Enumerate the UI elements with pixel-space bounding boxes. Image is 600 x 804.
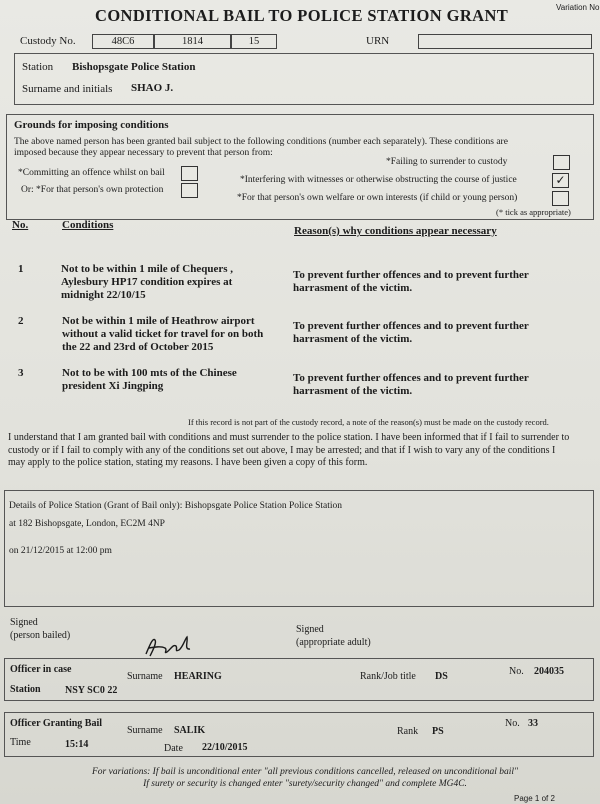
condition-2-no: 2 — [18, 315, 24, 327]
declaration-line-3: may apply to the police station, stating my reasons. I have been given a copy of this form. — [8, 457, 368, 468]
handwritten-signature — [143, 634, 195, 660]
signed-2-text: Signed — [296, 624, 324, 635]
custody-no-label: Custody No. — [20, 35, 76, 47]
form-title: CONDITIONAL BAIL TO POLICE STATION GRANT — [95, 6, 509, 25]
page-number: Page 1 of 2 — [514, 794, 555, 803]
tick-note: (* tick as appropriate) — [496, 207, 571, 217]
opt-interfere-label: *Interfering with witnesses or otherwise obstructing the course of justice — [240, 175, 517, 185]
station-value: Bishopsgate Police Station — [72, 61, 196, 73]
condition-2-reason — [293, 320, 529, 346]
declaration-line-1: I understand that I am granted bail with conditions and must surrender to the police station. I have been informed that if I fail to surrender to — [8, 432, 570, 443]
officer-grant-surname-label: Surname — [127, 725, 163, 736]
officer-grant-time-value: 15:14 — [65, 739, 89, 750]
condition-2-reason-line-2: harrasment of the victim. — [293, 333, 413, 345]
footer-line-2: If surety or security is changed enter "surety/security changed" and complete MG4C. — [143, 779, 467, 789]
officer-case-station-value: NSY SC0 22 — [65, 685, 118, 696]
officer-grant-no-value: 33 — [528, 718, 538, 729]
grounds-title: Grounds for imposing conditions — [14, 119, 169, 131]
condition-1-reason — [293, 269, 529, 295]
officer-case-surname-label: Surname — [127, 671, 163, 682]
condition-2-line-3: the 22 and 23rd of October 2015 — [62, 341, 214, 353]
condition-1-reason-line-1: To prevent further offences and to prevent further — [293, 269, 529, 281]
surname-label: Surname and initials — [22, 83, 113, 95]
opt-welfare-label: *For that person's own welfare or own interests (if child or young person) — [237, 193, 518, 203]
signed-1-sub: (person bailed) — [10, 629, 71, 641]
custody-record-note: If this record is not part of the custody record, a note of the reason(s) must be made on the custody record. — [188, 417, 549, 427]
condition-1-reason-line-2: harrasment of the victim. — [293, 282, 413, 294]
officer-case-rank-value: DS — [435, 671, 448, 682]
offence-checkbox[interactable] — [181, 166, 198, 181]
interfere-checkbox[interactable]: ✓ — [552, 173, 569, 188]
condition-1-no: 1 — [18, 263, 24, 275]
custody-no-part-3: 15 — [231, 34, 277, 49]
declaration-text — [8, 432, 596, 470]
surname-value: SHAO J. — [131, 82, 174, 94]
officer-case-surname-value: HEARING — [174, 671, 222, 682]
officer-grant-time-label: Time — [10, 737, 31, 748]
opt-protect-label: Or: *For that person's own protection — [21, 185, 164, 195]
custody-no-part-1: 48C6 — [92, 34, 154, 49]
footer-notes — [20, 766, 590, 790]
officer-case-no-value: 204035 — [534, 666, 564, 677]
officer-grant-rank-label: Rank — [397, 726, 419, 737]
col-reasons-header: Reason(s) why conditions appear necessary — [294, 225, 497, 237]
signed-2-sub: (appropriate adult) — [296, 636, 371, 648]
grounds-intro-1: The above named person has been granted bail subject to the following conditions (number each separately). These conditions are — [14, 137, 508, 147]
condition-2-line-1: Not be within 1 mile of Heathrow airport — [62, 315, 255, 327]
condition-2-reason-line-1: To prevent further offences and to prevent further — [293, 320, 529, 332]
condition-3-reason-line-1: To prevent further offences and to prevent further — [293, 372, 529, 384]
officer-grant-rank-value: PS — [432, 726, 444, 737]
officer-grant-date-label: Date — [164, 743, 183, 754]
station-details-line-3: on 21/12/2015 at 12:00 pm — [9, 546, 112, 556]
station-label: Station — [22, 61, 54, 73]
signed-person-label — [10, 617, 70, 642]
condition-3-text — [62, 367, 237, 393]
officer-case-no-label: No. — [509, 666, 524, 677]
condition-2-line-2: without a valid ticket for travel for on both — [62, 328, 264, 340]
col-conditions-header: Conditions — [62, 219, 114, 231]
custody-no-part-2: 1814 — [154, 34, 231, 49]
station-details-line-2: at 182 Bishopsgate, London, EC2M 4NP — [9, 519, 165, 529]
officer-grant-no-label: No. — [505, 718, 520, 729]
condition-1-line-1: Not to be within 1 mile of Chequers , — [61, 263, 234, 275]
officer-granting-title: Officer Granting Bail — [10, 718, 103, 729]
signed-adult-label — [296, 624, 371, 649]
officer-in-case-title: Officer in case — [10, 664, 72, 675]
variation-label: Variation No — [556, 3, 600, 12]
station-details-line-1: Details of Police Station (Grant of Bail only): Bishopsgate Police Station Police Station — [9, 501, 342, 511]
footer-line-1: For variations: If bail is unconditional enter "all previous conditions cancelled, released on unconditional bail" — [91, 767, 518, 777]
signed-1-text: Signed — [10, 617, 38, 628]
fail-checkbox[interactable] — [553, 155, 570, 170]
condition-3-line-1: Not to be with 100 mts of the Chinese — [62, 367, 237, 379]
condition-1-text — [61, 263, 233, 302]
condition-1-line-3: midnight 22/10/15 — [61, 289, 146, 301]
opt-offence-label: *Committing an offence whilst on bail — [18, 168, 165, 178]
officer-grant-surname-value: SALIK — [174, 725, 206, 736]
urn-label: URN — [366, 35, 390, 47]
protect-checkbox[interactable] — [181, 183, 198, 198]
officer-grant-date-value: 22/10/2015 — [202, 742, 248, 753]
condition-3-no: 3 — [18, 367, 24, 379]
opt-fail-label: *Failing to surrender to custody — [386, 157, 508, 167]
condition-3-reason-line-2: harrasment of the victim. — [293, 385, 413, 397]
condition-1-line-2: Aylesbury HP17 condition expires at — [61, 276, 233, 288]
grounds-intro-2: imposed because they appear necessary to prevent that person from: — [14, 148, 273, 158]
urn-field — [418, 34, 592, 49]
condition-3-reason — [293, 372, 529, 398]
officer-case-rank-label: Rank/Job title — [360, 671, 416, 682]
col-no-header: No. — [12, 219, 29, 231]
officer-case-station-label: Station — [10, 684, 41, 695]
condition-3-line-2: president Xi Jingping — [62, 380, 164, 392]
declaration-line-2: custody or if I fail to comply with any of the conditions set out above, I may be arrested; and that if I wish to vary any of the conditions I — [8, 444, 556, 456]
condition-2-text — [62, 315, 263, 354]
welfare-checkbox[interactable] — [552, 191, 569, 206]
